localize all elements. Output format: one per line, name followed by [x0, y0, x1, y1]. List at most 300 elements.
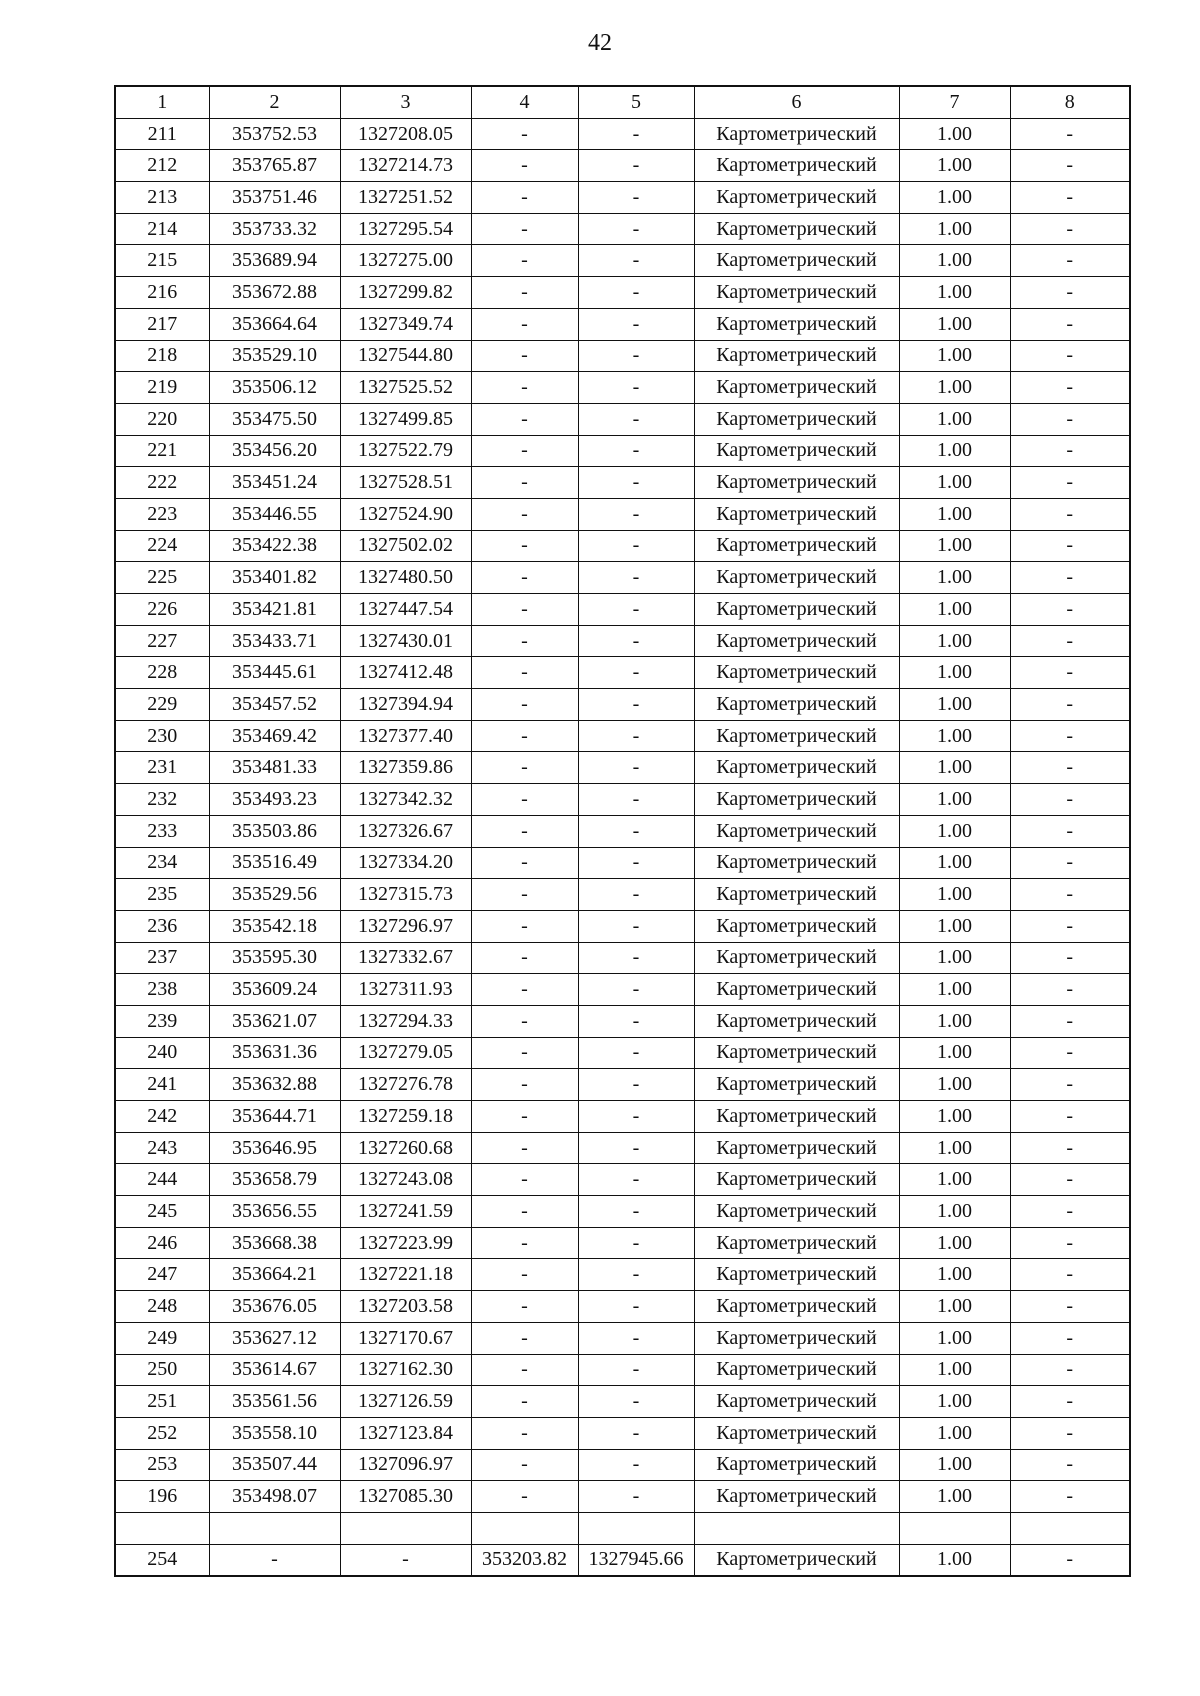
- note-cell: -: [1010, 150, 1130, 182]
- y-coordinate-cell: 1327275.00: [340, 245, 471, 277]
- x-coordinate-alt-cell: -: [471, 435, 578, 467]
- point-number-cell: 244: [115, 1164, 209, 1196]
- accuracy-cell: 1.00: [899, 1005, 1010, 1037]
- accuracy-cell: 1.00: [899, 689, 1010, 721]
- table-row: [115, 942, 1130, 974]
- x-coordinate-alt-cell: -: [471, 1227, 578, 1259]
- x-coordinate-cell: 353689.94: [209, 245, 340, 277]
- method-cell: Картометрический: [694, 213, 899, 245]
- note-cell: -: [1010, 277, 1130, 309]
- y-coordinate-alt-cell: -: [578, 435, 694, 467]
- note-cell: -: [1010, 1101, 1130, 1133]
- accuracy-cell: 1.00: [899, 1259, 1010, 1291]
- y-coordinate-cell: 1327394.94: [340, 689, 471, 721]
- table-row: [115, 1417, 1130, 1449]
- point-number-cell: 241: [115, 1069, 209, 1101]
- x-coordinate-alt-cell: -: [471, 1037, 578, 1069]
- accuracy-cell: 1.00: [899, 847, 1010, 879]
- note-cell: -: [1010, 1196, 1130, 1228]
- y-coordinate-cell: 1327162.30: [340, 1354, 471, 1386]
- method-cell: Картометрический: [694, 1069, 899, 1101]
- x-coordinate-cell: 353493.23: [209, 784, 340, 816]
- point-number-cell: 228: [115, 657, 209, 689]
- accuracy-cell: 1.00: [899, 1386, 1010, 1418]
- note-cell: -: [1010, 372, 1130, 404]
- x-coordinate-alt-cell: -: [471, 372, 578, 404]
- table-row: [115, 498, 1130, 530]
- note-cell: -: [1010, 815, 1130, 847]
- x-coordinate-alt-cell: -: [471, 1259, 578, 1291]
- x-coordinate-cell: 353475.50: [209, 403, 340, 435]
- y-coordinate-cell: 1327241.59: [340, 1196, 471, 1228]
- y-coordinate-cell: 1327544.80: [340, 340, 471, 372]
- x-coordinate-cell: 353457.52: [209, 689, 340, 721]
- x-coordinate-alt-cell: [471, 1512, 578, 1544]
- y-coordinate-cell: 1327299.82: [340, 277, 471, 309]
- y-coordinate-alt-cell: -: [578, 150, 694, 182]
- method-cell: Картометрический: [694, 1101, 899, 1133]
- x-coordinate-cell: 353631.36: [209, 1037, 340, 1069]
- note-cell: -: [1010, 1386, 1130, 1418]
- y-coordinate-cell: 1327349.74: [340, 308, 471, 340]
- point-number-cell: 242: [115, 1101, 209, 1133]
- column-header: 1: [115, 86, 209, 118]
- y-coordinate-cell: 1327525.52: [340, 372, 471, 404]
- note-cell: -: [1010, 1037, 1130, 1069]
- y-coordinate-alt-cell: -: [578, 594, 694, 626]
- y-coordinate-alt-cell: -: [578, 784, 694, 816]
- note-cell: -: [1010, 498, 1130, 530]
- y-coordinate-alt-cell: -: [578, 1481, 694, 1513]
- method-cell: Картометрический: [694, 340, 899, 372]
- note-cell: -: [1010, 562, 1130, 594]
- accuracy-cell: 1.00: [899, 1132, 1010, 1164]
- y-coordinate-alt-cell: -: [578, 1196, 694, 1228]
- note-cell: -: [1010, 1227, 1130, 1259]
- y-coordinate-alt-cell: -: [578, 372, 694, 404]
- x-coordinate-cell: [209, 1512, 340, 1544]
- method-cell: Картометрический: [694, 498, 899, 530]
- table-row: [115, 1481, 1130, 1513]
- x-coordinate-cell: 353451.24: [209, 467, 340, 499]
- y-coordinate-alt-cell: -: [578, 403, 694, 435]
- table-row: [115, 1069, 1130, 1101]
- y-coordinate-alt-cell: [578, 1512, 694, 1544]
- accuracy-cell: 1.00: [899, 118, 1010, 150]
- x-coordinate-alt-cell: -: [471, 467, 578, 499]
- y-coordinate-cell: 1327528.51: [340, 467, 471, 499]
- point-number-cell: 234: [115, 847, 209, 879]
- x-coordinate-cell: 353672.88: [209, 277, 340, 309]
- x-coordinate-cell: 353751.46: [209, 182, 340, 214]
- method-cell: Картометрический: [694, 879, 899, 911]
- x-coordinate-alt-cell: -: [471, 784, 578, 816]
- y-coordinate-alt-cell: 1327945.66: [578, 1544, 694, 1576]
- point-number-cell: 223: [115, 498, 209, 530]
- accuracy-cell: 1.00: [899, 150, 1010, 182]
- accuracy-cell: 1.00: [899, 213, 1010, 245]
- y-coordinate-cell: 1327499.85: [340, 403, 471, 435]
- method-cell: Картометрический: [694, 910, 899, 942]
- note-cell: -: [1010, 1354, 1130, 1386]
- point-number-cell: 196: [115, 1481, 209, 1513]
- table-row: [115, 784, 1130, 816]
- y-coordinate-alt-cell: -: [578, 562, 694, 594]
- y-coordinate-cell: 1327502.02: [340, 530, 471, 562]
- accuracy-cell: 1.00: [899, 1322, 1010, 1354]
- point-number-cell: 238: [115, 974, 209, 1006]
- x-coordinate-cell: 353561.56: [209, 1386, 340, 1418]
- method-cell: Картометрический: [694, 1132, 899, 1164]
- y-coordinate-alt-cell: -: [578, 847, 694, 879]
- x-coordinate-alt-cell: -: [471, 1449, 578, 1481]
- table-row: [115, 720, 1130, 752]
- y-coordinate-cell: 1327203.58: [340, 1291, 471, 1323]
- y-coordinate-cell: 1327276.78: [340, 1069, 471, 1101]
- y-coordinate-cell: 1327342.32: [340, 784, 471, 816]
- table-row: [115, 1544, 1130, 1576]
- y-coordinate-alt-cell: -: [578, 689, 694, 721]
- method-cell: Картометрический: [694, 1322, 899, 1354]
- point-number-cell: 236: [115, 910, 209, 942]
- x-coordinate-cell: 353558.10: [209, 1417, 340, 1449]
- method-cell: Картометрический: [694, 1037, 899, 1069]
- x-coordinate-alt-cell: -: [471, 1132, 578, 1164]
- y-coordinate-cell: 1327377.40: [340, 720, 471, 752]
- x-coordinate-cell: 353752.53: [209, 118, 340, 150]
- y-coordinate-cell: 1327295.54: [340, 213, 471, 245]
- x-coordinate-cell: 353644.71: [209, 1101, 340, 1133]
- accuracy-cell: 1.00: [899, 625, 1010, 657]
- accuracy-cell: 1.00: [899, 1417, 1010, 1449]
- accuracy-cell: 1.00: [899, 467, 1010, 499]
- y-coordinate-cell: [340, 1512, 471, 1544]
- method-cell: Картометрический: [694, 594, 899, 626]
- accuracy-cell: 1.00: [899, 340, 1010, 372]
- note-cell: -: [1010, 784, 1130, 816]
- method-cell: Картометрический: [694, 1291, 899, 1323]
- method-cell: Картометрический: [694, 720, 899, 752]
- y-coordinate-cell: 1327334.20: [340, 847, 471, 879]
- table-row: [115, 1196, 1130, 1228]
- method-cell: Картометрический: [694, 1259, 899, 1291]
- y-coordinate-cell: 1327326.67: [340, 815, 471, 847]
- accuracy-cell: 1.00: [899, 752, 1010, 784]
- y-coordinate-cell: 1327294.33: [340, 1005, 471, 1037]
- method-cell: Картометрический: [694, 752, 899, 784]
- note-cell: -: [1010, 1291, 1130, 1323]
- note-cell: -: [1010, 403, 1130, 435]
- accuracy-cell: 1.00: [899, 498, 1010, 530]
- note-cell: -: [1010, 625, 1130, 657]
- point-number-cell: 231: [115, 752, 209, 784]
- x-coordinate-alt-cell: -: [471, 277, 578, 309]
- method-cell: Картометрический: [694, 1005, 899, 1037]
- table-row: [115, 1259, 1130, 1291]
- x-coordinate-alt-cell: -: [471, 1291, 578, 1323]
- page-number: 42: [588, 30, 612, 56]
- point-number-cell: 249: [115, 1322, 209, 1354]
- x-coordinate-cell: 353646.95: [209, 1132, 340, 1164]
- point-number-cell: 211: [115, 118, 209, 150]
- y-coordinate-alt-cell: -: [578, 1354, 694, 1386]
- y-coordinate-cell: 1327315.73: [340, 879, 471, 911]
- table-row: [115, 1354, 1130, 1386]
- x-coordinate-alt-cell: -: [471, 1322, 578, 1354]
- table-row: [115, 340, 1130, 372]
- x-coordinate-cell: 353503.86: [209, 815, 340, 847]
- note-cell: -: [1010, 467, 1130, 499]
- x-coordinate-cell: 353664.21: [209, 1259, 340, 1291]
- x-coordinate-cell: -: [209, 1544, 340, 1576]
- table-row: [115, 1164, 1130, 1196]
- y-coordinate-alt-cell: -: [578, 1259, 694, 1291]
- point-number-cell: 213: [115, 182, 209, 214]
- x-coordinate-alt-cell: -: [471, 118, 578, 150]
- note-cell: -: [1010, 182, 1130, 214]
- point-number-cell: 225: [115, 562, 209, 594]
- table-row: [115, 752, 1130, 784]
- y-coordinate-alt-cell: -: [578, 1227, 694, 1259]
- accuracy-cell: 1.00: [899, 720, 1010, 752]
- column-header: 6: [694, 86, 899, 118]
- note-cell: -: [1010, 1005, 1130, 1037]
- accuracy-cell: 1.00: [899, 562, 1010, 594]
- note-cell: -: [1010, 1481, 1130, 1513]
- y-coordinate-alt-cell: -: [578, 1005, 694, 1037]
- note-cell: -: [1010, 1164, 1130, 1196]
- accuracy-cell: 1.00: [899, 403, 1010, 435]
- accuracy-cell: 1.00: [899, 910, 1010, 942]
- note-cell: -: [1010, 530, 1130, 562]
- x-coordinate-alt-cell: -: [471, 213, 578, 245]
- x-coordinate-cell: 353422.38: [209, 530, 340, 562]
- accuracy-cell: 1.00: [899, 1544, 1010, 1576]
- y-coordinate-alt-cell: -: [578, 815, 694, 847]
- accuracy-cell: 1.00: [899, 182, 1010, 214]
- y-coordinate-alt-cell: -: [578, 467, 694, 499]
- y-coordinate-cell: 1327524.90: [340, 498, 471, 530]
- y-coordinate-alt-cell: -: [578, 182, 694, 214]
- note-cell: -: [1010, 1544, 1130, 1576]
- point-number-cell: 219: [115, 372, 209, 404]
- point-number-cell: 237: [115, 942, 209, 974]
- method-cell: Картометрический: [694, 847, 899, 879]
- x-coordinate-alt-cell: -: [471, 1005, 578, 1037]
- point-number-cell: 245: [115, 1196, 209, 1228]
- method-cell: Картометрический: [694, 245, 899, 277]
- table-row: [115, 1386, 1130, 1418]
- x-coordinate-cell: 353421.81: [209, 594, 340, 626]
- y-coordinate-cell: 1327208.05: [340, 118, 471, 150]
- x-coordinate-alt-cell: -: [471, 498, 578, 530]
- note-cell: -: [1010, 118, 1130, 150]
- accuracy-cell: 1.00: [899, 1196, 1010, 1228]
- point-number-cell: 232: [115, 784, 209, 816]
- note-cell: -: [1010, 1259, 1130, 1291]
- y-coordinate-alt-cell: -: [578, 720, 694, 752]
- accuracy-cell: 1.00: [899, 657, 1010, 689]
- x-coordinate-alt-cell: -: [471, 657, 578, 689]
- x-coordinate-alt-cell: -: [471, 847, 578, 879]
- x-coordinate-alt-cell: -: [471, 1196, 578, 1228]
- x-coordinate-alt-cell: -: [471, 308, 578, 340]
- y-coordinate-cell: 1327260.68: [340, 1132, 471, 1164]
- x-coordinate-alt-cell: -: [471, 1164, 578, 1196]
- method-cell: Картометрический: [694, 1544, 899, 1576]
- x-coordinate-cell: 353668.38: [209, 1227, 340, 1259]
- method-cell: Картометрический: [694, 1481, 899, 1513]
- point-number-cell: 214: [115, 213, 209, 245]
- point-number-cell: 254: [115, 1544, 209, 1576]
- x-coordinate-alt-cell: -: [471, 1417, 578, 1449]
- accuracy-cell: 1.00: [899, 1037, 1010, 1069]
- y-coordinate-alt-cell: -: [578, 1322, 694, 1354]
- y-coordinate-alt-cell: -: [578, 245, 694, 277]
- table-row: [115, 308, 1130, 340]
- point-number-cell: 224: [115, 530, 209, 562]
- coordinates-table: [114, 85, 1131, 1577]
- x-coordinate-cell: 353595.30: [209, 942, 340, 974]
- table-row: [115, 435, 1130, 467]
- note-cell: -: [1010, 720, 1130, 752]
- y-coordinate-alt-cell: -: [578, 277, 694, 309]
- y-coordinate-cell: 1327243.08: [340, 1164, 471, 1196]
- accuracy-cell: 1.00: [899, 594, 1010, 626]
- x-coordinate-cell: 353658.79: [209, 1164, 340, 1196]
- x-coordinate-alt-cell: -: [471, 1069, 578, 1101]
- table-row: [115, 1449, 1130, 1481]
- y-coordinate-alt-cell: -: [578, 530, 694, 562]
- note-cell: -: [1010, 752, 1130, 784]
- method-cell: Картометрический: [694, 530, 899, 562]
- table-row: [115, 1291, 1130, 1323]
- x-coordinate-alt-cell: -: [471, 942, 578, 974]
- x-coordinate-alt-cell: -: [471, 974, 578, 1006]
- method-cell: Картометрический: [694, 942, 899, 974]
- point-number-cell: 252: [115, 1417, 209, 1449]
- method-cell: Картометрический: [694, 625, 899, 657]
- y-coordinate-alt-cell: -: [578, 1132, 694, 1164]
- table-row: [115, 467, 1130, 499]
- note-cell: -: [1010, 974, 1130, 1006]
- table-row: [115, 277, 1130, 309]
- column-header: 4: [471, 86, 578, 118]
- method-cell: Картометрический: [694, 467, 899, 499]
- point-number-cell: 250: [115, 1354, 209, 1386]
- y-coordinate-alt-cell: -: [578, 498, 694, 530]
- y-coordinate-alt-cell: -: [578, 657, 694, 689]
- note-cell: -: [1010, 1132, 1130, 1164]
- method-cell: Картометрический: [694, 277, 899, 309]
- point-number-cell: 220: [115, 403, 209, 435]
- x-coordinate-alt-cell: -: [471, 752, 578, 784]
- accuracy-cell: 1.00: [899, 1069, 1010, 1101]
- table-row: [115, 1037, 1130, 1069]
- x-coordinate-alt-cell: -: [471, 182, 578, 214]
- y-coordinate-alt-cell: -: [578, 942, 694, 974]
- x-coordinate-alt-cell: -: [471, 562, 578, 594]
- y-coordinate-alt-cell: -: [578, 213, 694, 245]
- column-header: 3: [340, 86, 471, 118]
- y-coordinate-cell: 1327480.50: [340, 562, 471, 594]
- table-row: [115, 245, 1130, 277]
- y-coordinate-cell: 1327251.52: [340, 182, 471, 214]
- method-cell: Картометрический: [694, 1196, 899, 1228]
- method-cell: Картометрический: [694, 118, 899, 150]
- y-coordinate-alt-cell: -: [578, 974, 694, 1006]
- x-coordinate-cell: 353469.42: [209, 720, 340, 752]
- table-row: [115, 182, 1130, 214]
- accuracy-cell: 1.00: [899, 1164, 1010, 1196]
- table-body: [115, 118, 1130, 1576]
- y-coordinate-cell: 1327221.18: [340, 1259, 471, 1291]
- point-number-cell: 251: [115, 1386, 209, 1418]
- point-number-cell: 221: [115, 435, 209, 467]
- accuracy-cell: 1.00: [899, 879, 1010, 911]
- y-coordinate-cell: 1327311.93: [340, 974, 471, 1006]
- y-coordinate-alt-cell: -: [578, 1037, 694, 1069]
- x-coordinate-cell: 353621.07: [209, 1005, 340, 1037]
- table-row: [115, 879, 1130, 911]
- accuracy-cell: 1.00: [899, 435, 1010, 467]
- table-row: [115, 530, 1130, 562]
- table-row: [115, 118, 1130, 150]
- point-number-cell: 246: [115, 1227, 209, 1259]
- y-coordinate-alt-cell: -: [578, 1417, 694, 1449]
- table-row: [115, 594, 1130, 626]
- x-coordinate-cell: 353529.56: [209, 879, 340, 911]
- table-row: [115, 1101, 1130, 1133]
- method-cell: Картометрический: [694, 784, 899, 816]
- point-number-cell: 217: [115, 308, 209, 340]
- table-row: [115, 1322, 1130, 1354]
- y-coordinate-alt-cell: -: [578, 1291, 694, 1323]
- x-coordinate-alt-cell: 353203.82: [471, 1544, 578, 1576]
- y-coordinate-alt-cell: -: [578, 1449, 694, 1481]
- y-coordinate-cell: 1327430.01: [340, 625, 471, 657]
- point-number-cell: 235: [115, 879, 209, 911]
- point-number-cell: 212: [115, 150, 209, 182]
- point-number-cell: [115, 1512, 209, 1544]
- x-coordinate-cell: 353676.05: [209, 1291, 340, 1323]
- accuracy-cell: 1.00: [899, 974, 1010, 1006]
- x-coordinate-cell: 353433.71: [209, 625, 340, 657]
- table-row: [115, 1005, 1130, 1037]
- point-number-cell: 240: [115, 1037, 209, 1069]
- x-coordinate-alt-cell: -: [471, 625, 578, 657]
- accuracy-cell: 1.00: [899, 1481, 1010, 1513]
- method-cell: Картометрический: [694, 308, 899, 340]
- table-header-row: [115, 86, 1130, 118]
- column-header: 8: [1010, 86, 1130, 118]
- y-coordinate-cell: 1327126.59: [340, 1386, 471, 1418]
- y-coordinate-cell: -: [340, 1544, 471, 1576]
- table-row: [115, 1512, 1130, 1544]
- x-coordinate-alt-cell: -: [471, 594, 578, 626]
- table-row: [115, 847, 1130, 879]
- method-cell: Картометрический: [694, 657, 899, 689]
- x-coordinate-alt-cell: -: [471, 720, 578, 752]
- table-row: [115, 562, 1130, 594]
- note-cell: -: [1010, 1069, 1130, 1101]
- accuracy-cell: 1.00: [899, 372, 1010, 404]
- note-cell: -: [1010, 847, 1130, 879]
- y-coordinate-alt-cell: -: [578, 752, 694, 784]
- note-cell: -: [1010, 1449, 1130, 1481]
- y-coordinate-cell: 1327359.86: [340, 752, 471, 784]
- note-cell: -: [1010, 594, 1130, 626]
